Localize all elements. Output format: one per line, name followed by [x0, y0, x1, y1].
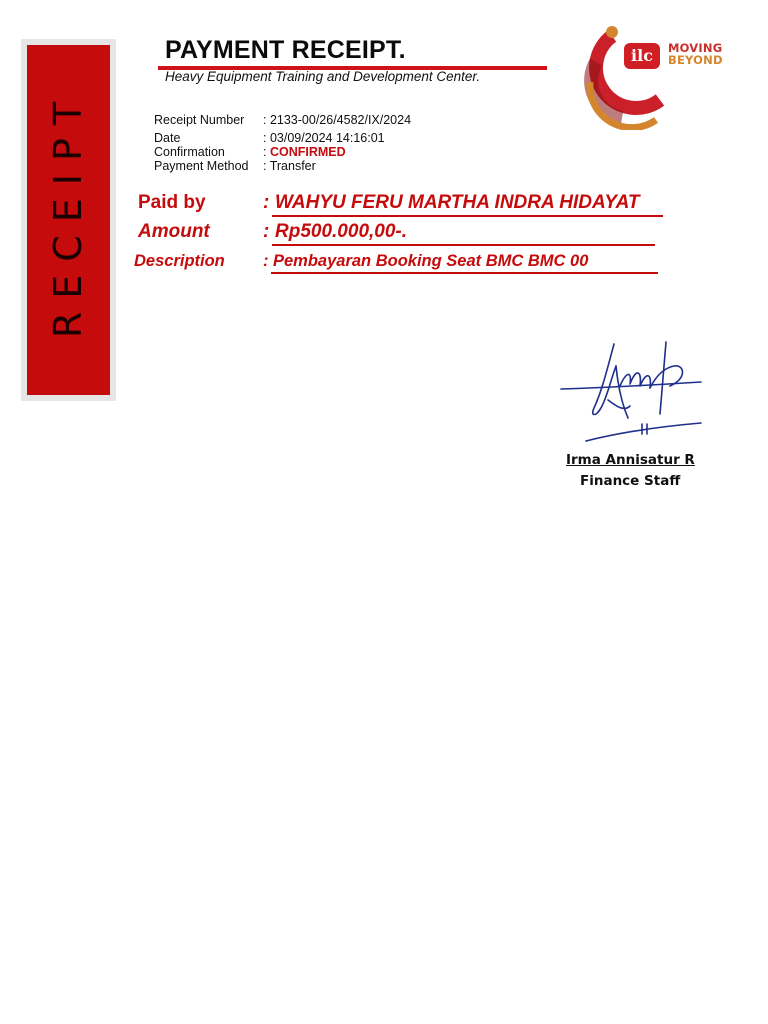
- ilc-logo-monogram: ilc: [624, 43, 660, 69]
- logo-tagline-line1: MOVING: [668, 41, 723, 55]
- ilc-logo-icon: [576, 22, 722, 130]
- signer-role: Finance Staff: [580, 473, 681, 489]
- page-subtitle: Heavy Equipment Training and Development Center.: [165, 69, 481, 84]
- description-value: Pembayaran Booking Seat BMC BMC 00: [271, 252, 658, 274]
- confirmation-status: CONFIRMED: [269, 145, 346, 159]
- amount-value: Rp500.000,00-.: [272, 221, 655, 246]
- payment-method-value: : Transfer: [263, 159, 316, 173]
- date-value: : 03/09/2024 14:16:01: [263, 131, 385, 145]
- date-label: Date: [154, 131, 181, 145]
- receipt-band-label-wrap: [27, 45, 110, 395]
- page-title: PAYMENT RECEIPT.: [165, 36, 406, 64]
- receipt-band-label: RECEIPT: [46, 88, 91, 339]
- receipt-number-value: : 2133-00/26/4582/IX/2024: [263, 113, 412, 127]
- paid-by-value: WAHYU FERU MARTHA INDRA HIDAYAT: [272, 192, 663, 217]
- description-label: Description: [134, 252, 225, 270]
- confirmation-prefix: :: [263, 145, 270, 159]
- logo-tagline-line2: BEYOND: [668, 53, 723, 67]
- signer-name: Irma Annisatur R: [566, 452, 695, 468]
- amount-colon: :: [263, 221, 270, 242]
- signature-icon: [556, 336, 706, 446]
- amount-label: Amount: [138, 221, 210, 242]
- confirmation-label: Confirmation: [154, 145, 225, 159]
- confirmation-value-wrap: [263, 145, 346, 159]
- paid-by-label: Paid by: [138, 192, 206, 213]
- payment-method-label: Payment Method: [154, 159, 249, 173]
- description-colon: :: [263, 252, 269, 270]
- paid-by-colon: :: [263, 192, 270, 213]
- logo-tagline: [668, 42, 723, 66]
- receipt-number-label: Receipt Number: [154, 113, 245, 127]
